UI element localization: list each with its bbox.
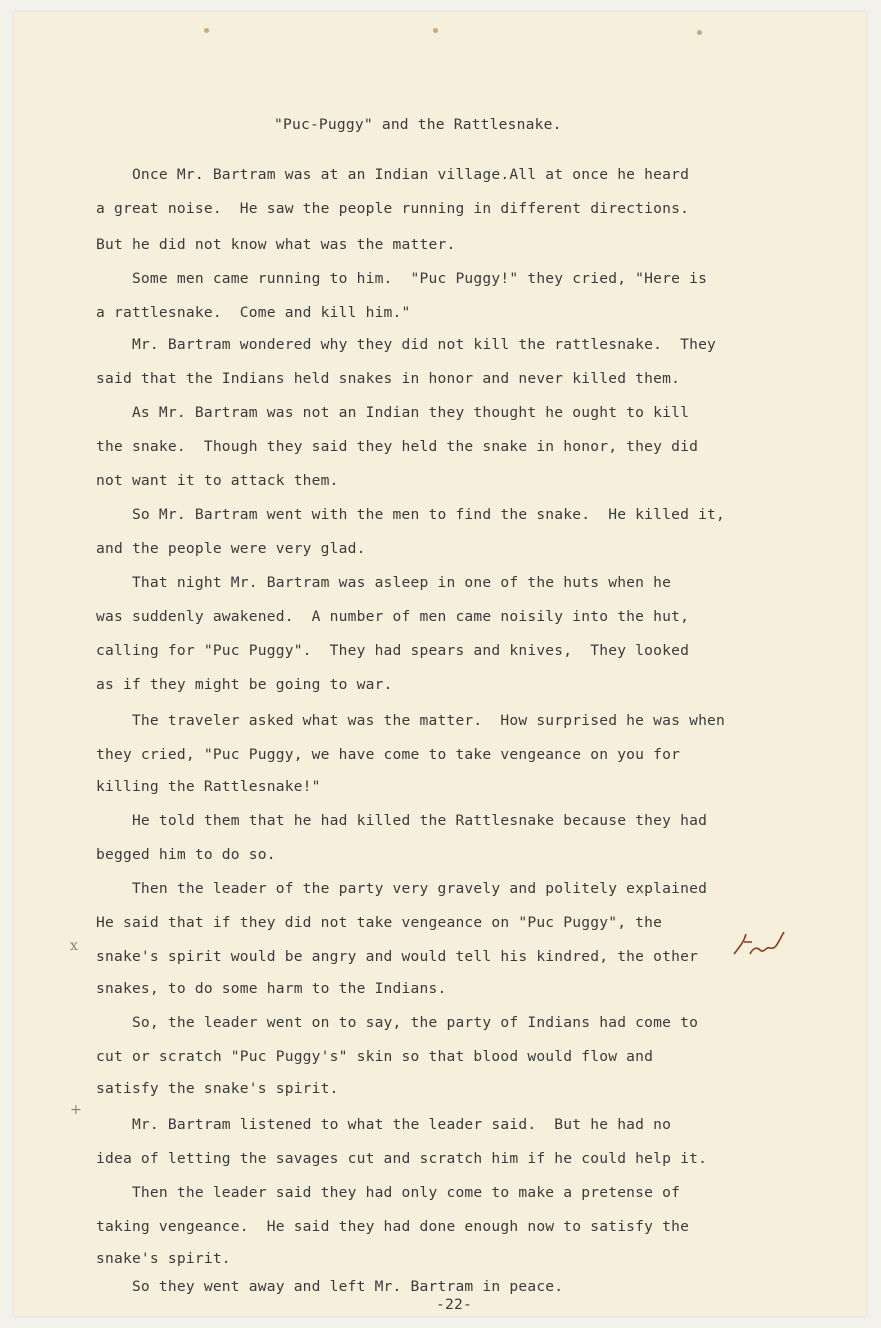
document-title: "Puc-Puggy" and the Rattlesnake. — [274, 116, 562, 133]
text-line: was suddenly awakened. A number of men came noisily into the hut, — [96, 608, 690, 625]
text-line: taking vengeance. He said they had done enough now to satisfy the — [96, 1218, 690, 1235]
text-line: snakes, to do some harm to the Indians. — [96, 980, 447, 997]
text-line: satisfy the snake's spirit. — [96, 1080, 339, 1097]
text-line: But he did not know what was the matter. — [96, 236, 456, 253]
text-line: Once Mr. Bartram was at an Indian village.All at once he heard — [96, 166, 690, 183]
text-line: not want it to attack them. — [96, 472, 339, 489]
margin-mark-x: x — [70, 938, 78, 954]
punch-hole-left — [204, 28, 209, 33]
handwritten-correction — [730, 928, 786, 962]
text-line: As Mr. Bartram was not an Indian they thought he ought to kill — [96, 404, 690, 421]
text-line: Mr. Bartram wondered why they did not kill the rattlesnake. They — [96, 336, 717, 353]
text-line: said that the Indians held snakes in honor and never killed them. — [96, 370, 681, 387]
text-line: they cried, "Puc Puggy, we have come to take vengeance on you for — [96, 746, 681, 763]
text-line: So, the leader went on to say, the party of Indians had come to — [96, 1014, 699, 1031]
text-line: cut or scratch "Puc Puggy's" skin so that blood would flow and — [96, 1048, 654, 1065]
text-line: So they went away and left Mr. Bartram in peace. — [96, 1278, 564, 1295]
text-line: Then the leader of the party very gravely and politely explained — [96, 880, 708, 897]
text-line: He told them that he had killed the Rattlesnake because they had — [96, 812, 708, 829]
margin-mark-plus: + — [70, 1102, 82, 1118]
text-line: and the people were very glad. — [96, 540, 366, 557]
document-page — [14, 12, 866, 1316]
punch-hole-center — [433, 28, 438, 33]
text-line: idea of letting the savages cut and scratch him if he could help it. — [96, 1150, 708, 1167]
text-line: killing the Rattlesnake!" — [96, 778, 321, 795]
page-number: -22- — [436, 1296, 472, 1313]
text-line: the snake. Though they said they held the snake in honor, they did — [96, 438, 699, 455]
punch-hole-right — [697, 30, 702, 35]
text-line: snake's spirit. — [96, 1250, 231, 1267]
text-line: as if they might be going to war. — [96, 676, 393, 693]
text-line: He said that if they did not take vengeance on "Puc Puggy", the — [96, 914, 663, 931]
text-line: That night Mr. Bartram was asleep in one of the huts when he — [96, 574, 672, 591]
text-line: a rattlesnake. Come and kill him." — [96, 304, 411, 321]
text-line: a great noise. He saw the people running in different directions. — [96, 200, 690, 217]
text-line: calling for "Puc Puggy". They had spears and knives, They looked — [96, 642, 690, 659]
text-line: begged him to do so. — [96, 846, 276, 863]
text-line: Then the leader said they had only come to make a pretense of — [96, 1184, 681, 1201]
text-line: Some men came running to him. "Puc Puggy!" they cried, "Here is — [96, 270, 708, 287]
text-line: So Mr. Bartram went with the men to find the snake. He killed it, — [96, 506, 726, 523]
text-line: Mr. Bartram listened to what the leader said. But he had no — [96, 1116, 672, 1133]
text-line: The traveler asked what was the matter. How surprised he was when — [96, 712, 726, 729]
text-line: snake's spirit would be angry and would tell his kindred, the other — [96, 948, 699, 965]
